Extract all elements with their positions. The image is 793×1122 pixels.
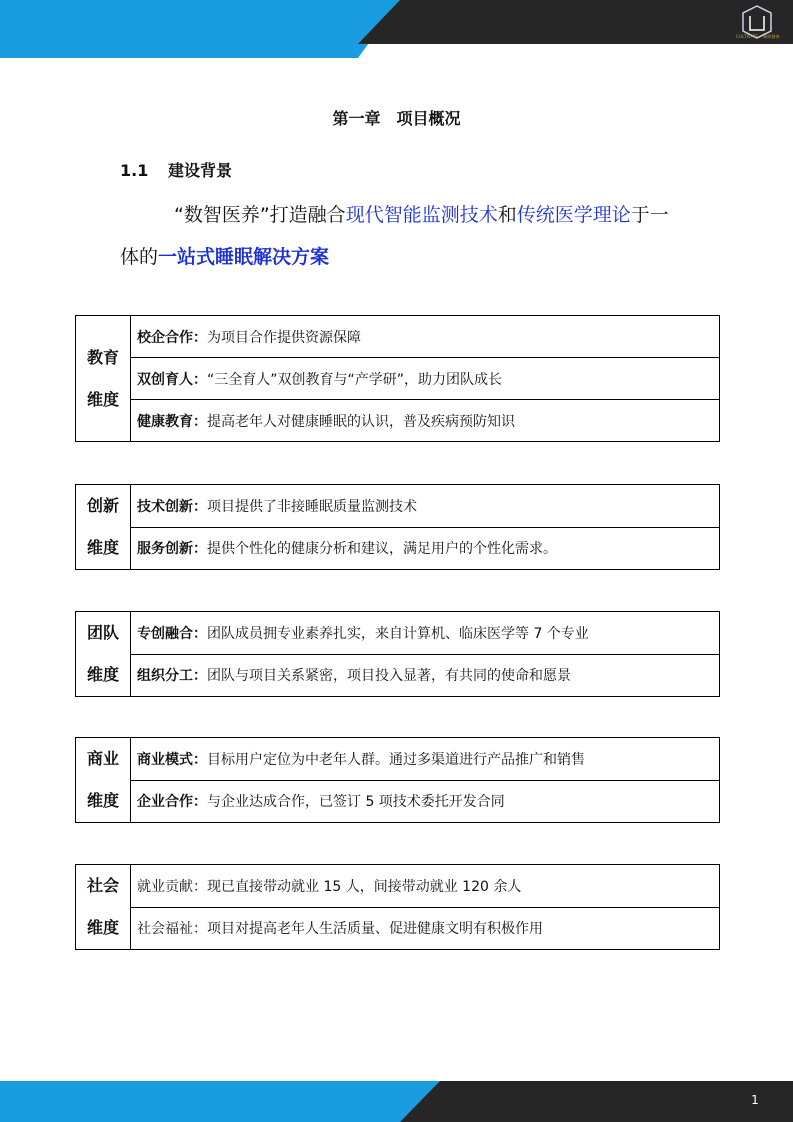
dimension-heading: 创新 维度 — [76, 485, 131, 570]
dimension-heading: 社会 维度 — [76, 865, 131, 950]
table-cell: 专创融合：团队成员拥专业素养扎实，来自计算机、临床医学等 7 个专业 — [131, 612, 720, 655]
table-row — [76, 907, 720, 950]
intro-text-1: “数智医养”打造融合 — [174, 204, 346, 226]
table-cell: 双创育人：“三全育人”双创教育与“产学研”，助力团队成长 — [131, 358, 720, 400]
intro-text-2: 和 — [497, 204, 517, 226]
table-row — [76, 865, 720, 908]
section-number: 1.1 — [120, 161, 149, 180]
table-row — [76, 485, 720, 528]
intro-paragraph — [120, 194, 685, 278]
table-cell: 企业合作：与企业达成合作，已签订 5 项技术委托开发合同 — [131, 780, 720, 823]
intro-highlight-2: 传统医学理论 — [516, 204, 631, 226]
footer-blue-band — [0, 1081, 440, 1122]
table-row — [76, 316, 720, 358]
business-dimension-table — [75, 737, 720, 823]
table-cell: 技术创新：项目提供了非接睡眠质量监测技术 — [131, 485, 720, 528]
intro-highlight-3: 一站式睡眠解决方案 — [158, 246, 330, 268]
table-row — [76, 527, 720, 570]
table-cell: 社会福祉：项目对提高老年人生活质量、促进健康文明有积极作用 — [131, 907, 720, 950]
intro-text-3: 于一体的 — [120, 204, 669, 268]
page-number: 1 — [751, 1093, 759, 1107]
social-dimension-table — [75, 864, 720, 950]
logo-text: CULTIVATE · 睡眠健康 — [736, 34, 780, 39]
dimension-heading: 团队 维度 — [76, 612, 131, 697]
table-cell: 就业贡献：现已直接带动就业 15 人，间接带动就业 120 余人 — [131, 865, 720, 908]
table-cell: 商业模式：目标用户定位为中老年人群。通过多渠道进行产品推广和销售 — [131, 738, 720, 781]
header-blue-band — [0, 0, 400, 58]
footer-dark-band — [400, 1081, 793, 1122]
table-row — [76, 780, 720, 823]
table-cell: 组织分工：团队与项目关系紧密，项目投入显著，有共同的使命和愿景 — [131, 654, 720, 697]
intro-highlight-1: 现代智能监测技术 — [345, 204, 498, 226]
innovation-dimension-table — [75, 484, 720, 570]
table-row — [76, 358, 720, 400]
table-cell: 健康教育：提高老年人对健康睡眠的认识，普及疾病预防知识 — [131, 400, 720, 442]
header-dark-band — [358, 0, 793, 44]
dimension-heading: 教育 维度 — [76, 316, 131, 442]
education-dimension-table — [75, 315, 720, 442]
table-row — [76, 400, 720, 442]
table-cell: 校企合作：为项目合作提供资源保障 — [131, 316, 720, 358]
team-dimension-table — [75, 611, 720, 697]
section-heading — [120, 158, 232, 181]
table-row — [76, 654, 720, 697]
table-row — [76, 738, 720, 781]
chapter-title: 第一章 项目概况 — [332, 109, 461, 128]
dimension-heading: 商业 维度 — [76, 738, 131, 823]
section-title: 建设背景 — [168, 161, 233, 180]
table-row — [76, 612, 720, 655]
table-cell: 服务创新：提供个性化的健康分析和建议，满足用户的个性化需求。 — [131, 527, 720, 570]
